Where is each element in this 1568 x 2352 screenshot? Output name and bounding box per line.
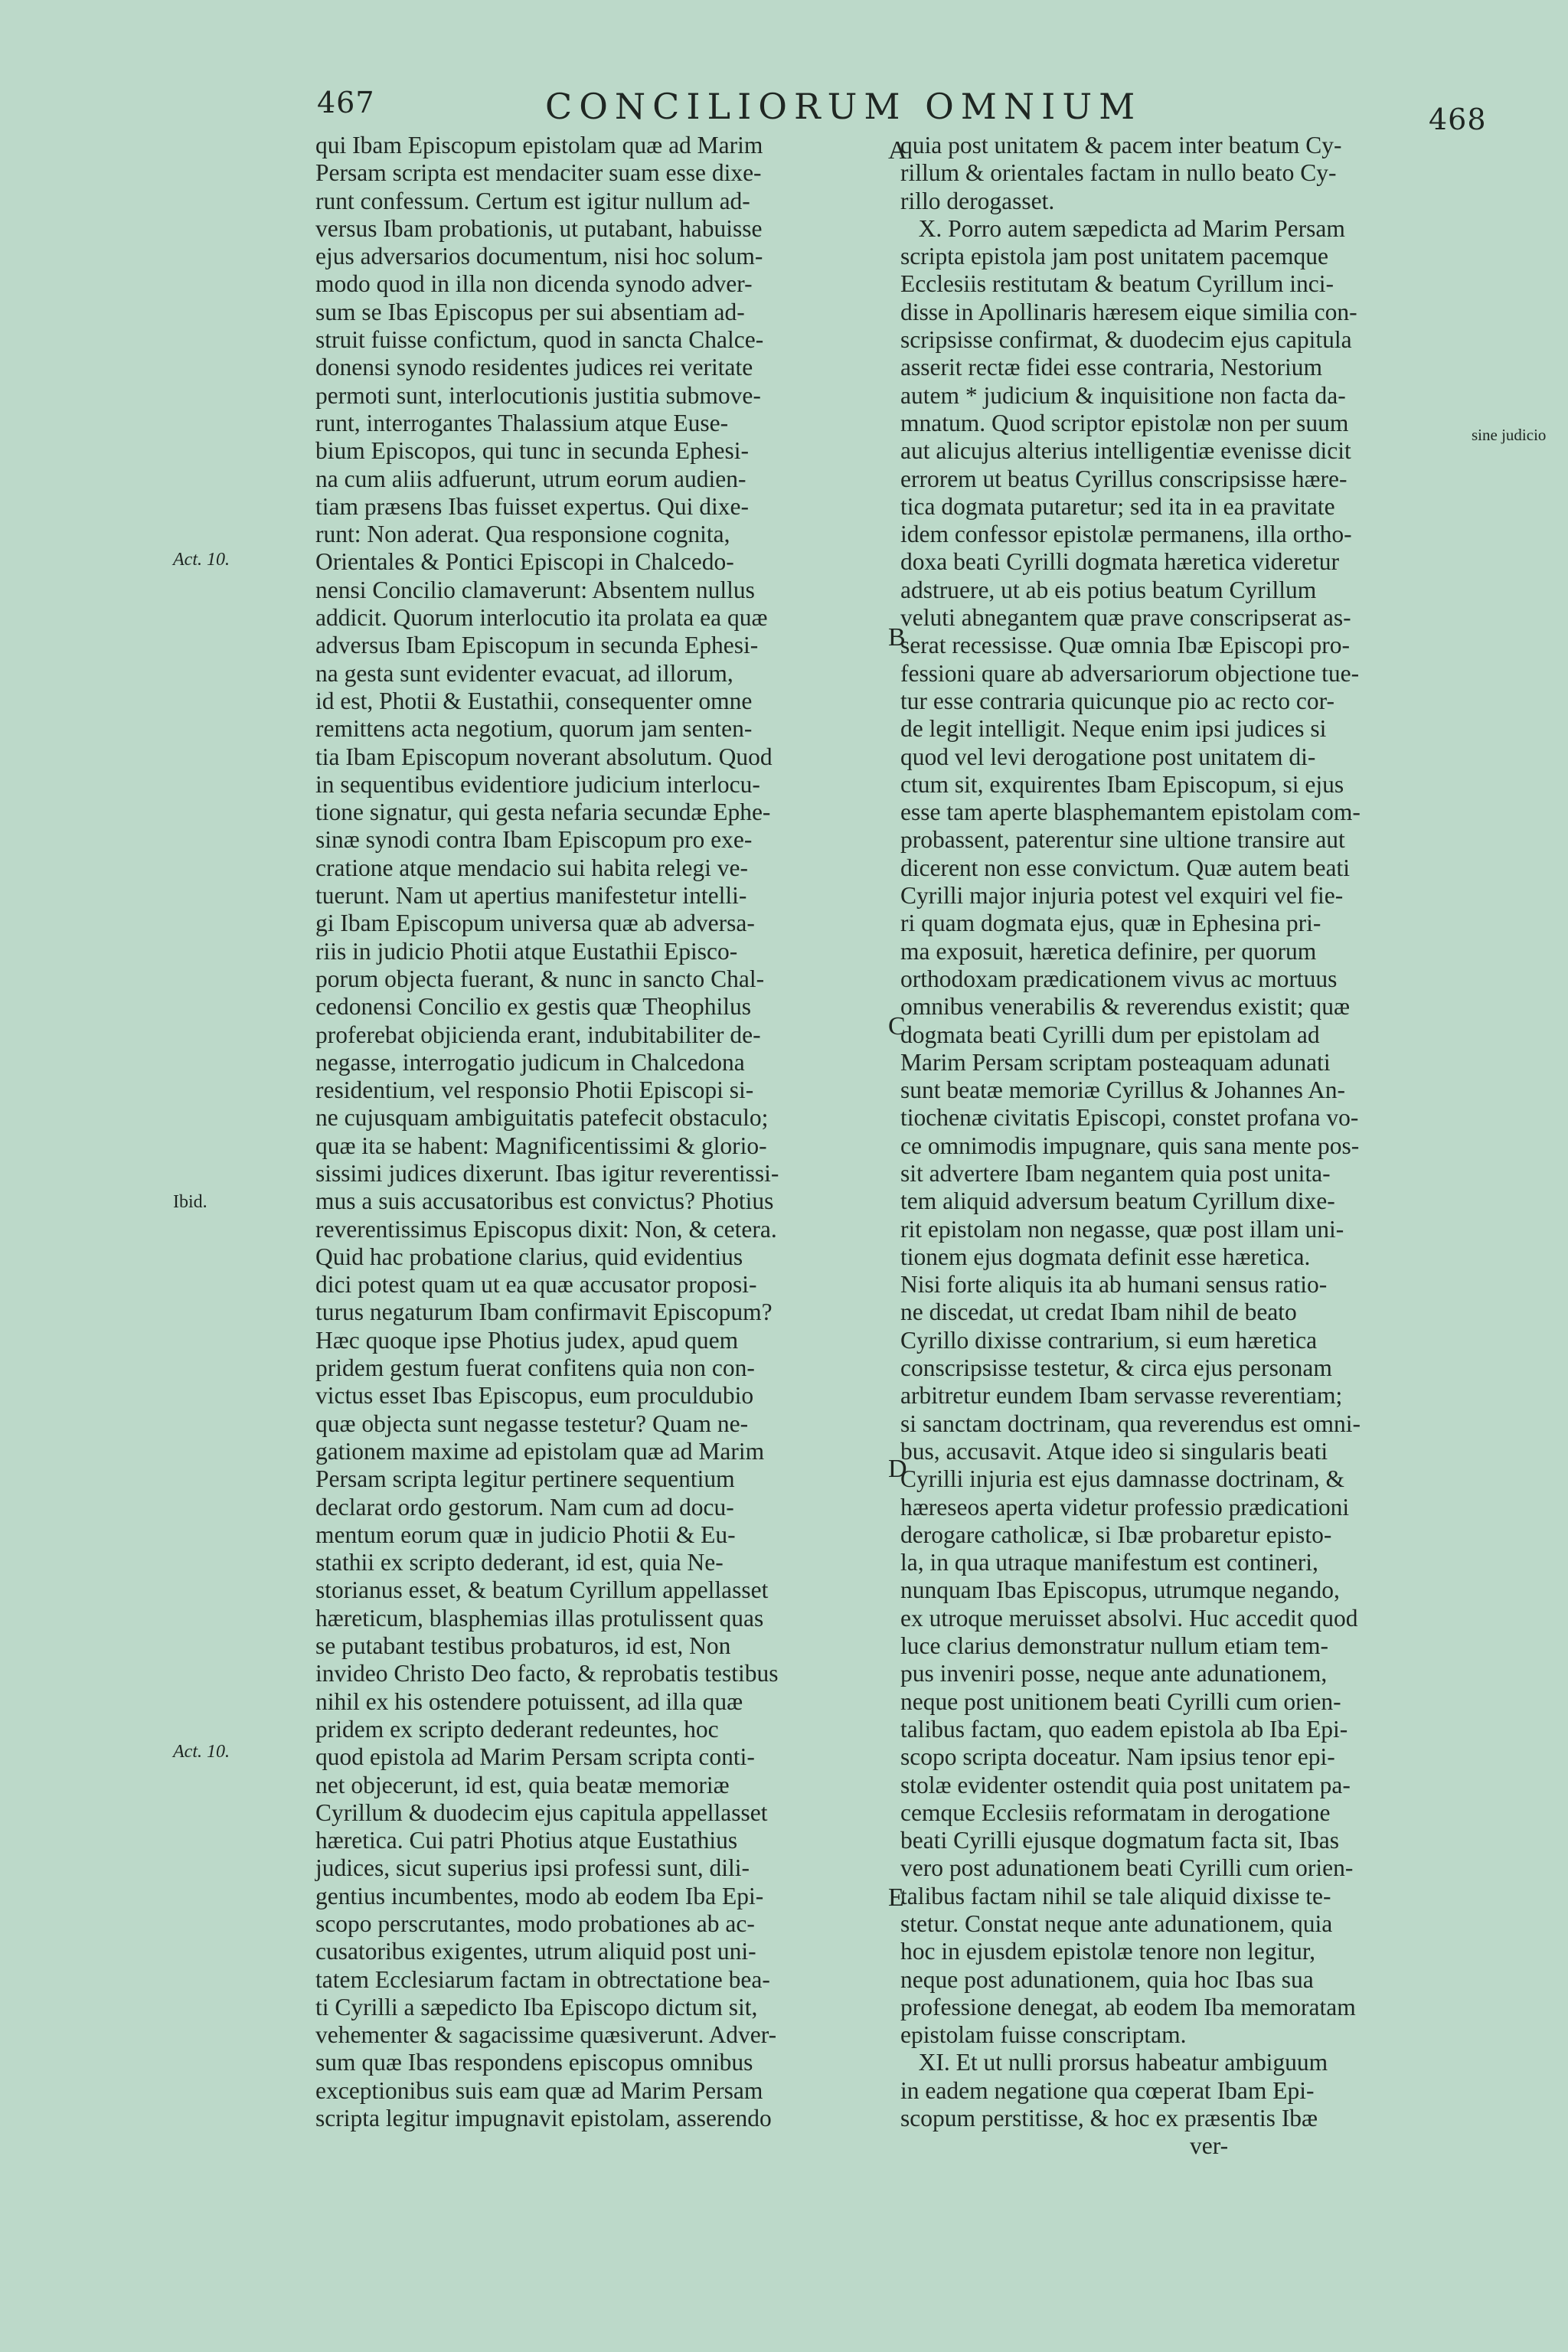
right-column-text-line: doxa beati Cyrilli dogmata hæretica videretur	[900, 548, 1339, 576]
right-column-text-line: luce clarius demonstratur nullum etiam tem-	[900, 1632, 1328, 1660]
left-text-column	[315, 132, 897, 2132]
left-column-text-line: sinæ synodi contra Ibam Episcopum pro exe-	[315, 826, 753, 854]
left-column-text-line: gi Ibam Episcopum universa quæ ab adversa-	[315, 910, 755, 937]
right-column-text-line: epistolam fuisse conscriptam.	[900, 2021, 1187, 2049]
right-column-text-line: stolæ evidenter ostendit quia post unitatem pa-	[900, 1771, 1351, 1798]
left-column-text-line: Orientales & Pontici Episcopi in Chalcedo-	[315, 548, 734, 576]
left-column-text-line: na cum aliis adfuerunt, utrum eorum audien-	[315, 465, 746, 492]
left-column-text-line: invideo Christo Deo facto, & reprobatis testibus	[315, 1660, 779, 1687]
right-column-text-line: cemque Ecclesiis reformatam in derogatione	[900, 1798, 1331, 1826]
right-column-text-line: X. Porro autem sæpedicta ad Marim Persam	[900, 214, 1345, 242]
left-column-text-line: ne cujusquam ambiguitatis patefecit obstaculo;	[315, 1104, 769, 1132]
right-column-text-line: conscripsisse testetur, & circa ejus personam	[900, 1354, 1332, 1382]
left-column-text-line: tia Ibam Episcopum noverant absolutum. Quod	[315, 743, 773, 770]
right-column-text-line: neque post unitionem beati Cyrilli cum orien-	[900, 1687, 1341, 1715]
right-column-text-line: tionem ejus dogmata definit esse hæretica.	[900, 1243, 1311, 1270]
left-column-text-line: tuerunt. Nam ut apertius manifestetur intelli-	[315, 882, 747, 910]
left-column-text-line: scripta legitur impugnavit epistolam, asserendo	[315, 2105, 772, 2132]
right-column-text-line: rillum & orientales factam in nullo beato Cy-	[900, 159, 1337, 187]
right-column-text-line: XI. Et ut nulli prorsus habeatur ambiguum	[900, 2049, 1328, 2076]
right-column-text-line: ce omnimodis impugnare, quis sana mente pos-	[900, 1132, 1360, 1159]
right-column-text-line: sunt beatæ memoriæ Cyrillus & Johannes An-	[900, 1076, 1345, 1104]
left-column-text-line: net objecerunt, id est, quia beatæ memoriæ	[315, 1771, 730, 1798]
left-column-text-line: sum se Ibas Episcopus per sui absentiam ad-	[315, 298, 745, 325]
page-number-right: 468	[1429, 103, 1487, 136]
right-column-text-line: beati Cyrilli ejusque dogmatum facta sit, Ibas	[900, 1827, 1339, 1854]
left-column-text-line: quæ ita se habent: Magnificentissimi & glorio-	[315, 1132, 767, 1159]
right-column-text-line: ex utroque meruisset absolvi. Huc accedit quod	[900, 1604, 1358, 1632]
left-column-text-line: dici potest quam ut ea quæ accusator proposi-	[315, 1271, 757, 1298]
left-column-text-line: quod epistola ad Marim Persam scripta conti-	[315, 1743, 755, 1771]
left-column-text-line: riis in judicio Photii atque Eustathii Episco-	[315, 937, 738, 965]
left-column-text-line: mentum eorum quæ in judicio Photii & Eu-	[315, 1521, 736, 1548]
right-column-text-line: autem * judicium & inquisitione non facta da-	[900, 381, 1346, 409]
right-column-text-line: Marim Persam scriptam posteaquam adunati	[900, 1048, 1331, 1076]
section-letter-a: A	[888, 136, 907, 165]
left-column-text-line: gationem maxime ad epistolam quæ ad Marim	[315, 1437, 765, 1465]
left-column-text-line: bium Episcopos, qui tunc in secunda Ephesi-	[315, 437, 750, 465]
left-column-text-line: cratione atque mendacio sui habita relegi ve-	[315, 854, 749, 881]
right-column-text-line: adstruere, ut ab eis potius beatum Cyrillum	[900, 576, 1317, 603]
left-column-text-line: gentius incumbentes, modo ab eodem Iba Epi-	[315, 1882, 764, 1909]
right-column-text-line: ctum sit, exquirentes Ibam Episcopum, si ejus	[900, 770, 1344, 798]
left-column-text-line: runt: Non aderat. Qua responsione cognita,	[315, 521, 730, 548]
left-column-text-line: turus negaturum Ibam confirmavit Episcopum?	[315, 1298, 773, 1326]
left-column-text-line: scopo perscrutantes, modo probationes ab ac-	[315, 1910, 755, 1937]
right-column-text-line: scripta epistola jam post unitatem pacemque	[900, 243, 1328, 270]
left-column-text-line: struit fuisse confictum, quod in sancta Chalce-	[315, 326, 764, 354]
left-column-text-line: sum quæ Ibas respondens episcopus omnibus	[315, 2049, 753, 2076]
right-column-text-line: stetur. Constat neque ante adunationem, quia	[900, 1910, 1333, 1937]
right-column-text-line: dogmata beati Cyrilli dum per epistolam ad	[900, 1021, 1320, 1048]
left-column-text-line: cusatoribus exigentes, utrum aliquid post uni-	[315, 1938, 756, 1965]
right-column-text-line: Nisi forte aliquis ita ab humani sensus ratio-	[900, 1271, 1328, 1298]
right-column-text-line: in eadem negatione qua cœperat Ibam Epi-	[900, 2076, 1315, 2104]
left-column-text-line: addicit. Quorum interlocutio ita prolata ea quæ	[315, 604, 768, 632]
right-column-text-line: esse tam aperte blasphemantem epistolam com-	[900, 799, 1361, 826]
left-column-text-line: ti Cyrilli a sæpedicto Iba Episcopo dictum sit,	[315, 1993, 758, 2020]
left-column-text-line: Cyrillum & duodecim ejus capitula appellasset	[315, 1798, 768, 1826]
right-column-text-line: nunquam Ibas Episcopus, utrumque negando,	[900, 1576, 1340, 1604]
right-column-text-line: Cyrilli major injuria potest vel exquiri vel fie-	[900, 882, 1344, 910]
section-letter-e: E	[888, 1883, 904, 1912]
right-column-text-line: tem aliquid adversum beatum Cyrillum dixe-	[900, 1187, 1335, 1215]
left-column-text-line: in sequentibus evidentiore judicium interlocu-	[315, 770, 760, 798]
left-column-text-line: tiam præsens Ibas fuisset expertus. Qui dixe-	[315, 492, 750, 520]
right-column-text-line: asserit rectæ fidei esse contraria, Nestorium	[900, 354, 1323, 381]
left-column-text-line: id est, Photii & Eustathii, consequenter omne	[315, 687, 753, 714]
left-column-text-line: mus a suis accusatoribus est convictus? Photius	[315, 1187, 774, 1215]
left-column-text-line: modo quod in illa non dicenda synodo adver-	[315, 270, 753, 298]
margin-note-act: Act. 10.	[173, 1742, 230, 1762]
right-column-text-line: tica dogmata putaretur; sed ita in ea pravitate	[900, 492, 1335, 520]
right-column-text-line: vero post adunationem beati Cyrilli cum orien-	[900, 1854, 1354, 1882]
section-letter-b: B	[888, 623, 906, 652]
right-column-text-line: ver-	[900, 2132, 1229, 2160]
left-column-text-line: ejus adversarios documentum, nisi hoc solum-	[315, 243, 763, 270]
right-column-text-line: quia post unitatem & pacem inter beatum Cy-	[900, 132, 1342, 158]
right-column-text-line: scopum perstitisse, & hoc ex præsentis Ibæ	[900, 2105, 1318, 2132]
right-column-text-line: quod vel levi derogatione post unitatem di-	[900, 743, 1316, 770]
right-column-text-line: errorem ut beatus Cyrillus conscripsisse hære-	[900, 465, 1348, 492]
right-column-text-line: dicerent non esse convictum. Quæ autem beati	[900, 854, 1350, 881]
left-column-text-line: Hæc quoque ipse Photius judex, apud quem	[315, 1326, 739, 1354]
left-column-text-line: Persam scripta est mendaciter suam esse dixe-	[315, 159, 762, 187]
right-column-text-line: talibus factam nihil se tale aliquid dixisse te-	[900, 1882, 1331, 1909]
left-column-text-line: vehementer & sagacissime quæsiverunt. Adver-	[315, 2021, 777, 2049]
left-column-text-line: hæretica. Cui patri Photius atque Eustathius	[315, 1827, 738, 1854]
right-column-text-line: idem confessor epistolæ permanens, illa ortho-	[900, 521, 1352, 548]
right-column-text-line: probassent, paterentur sine ultione transire aut	[900, 826, 1345, 854]
left-column-text-line: quæ objecta sunt negasse testetur? Quam ne-	[315, 1410, 749, 1437]
left-column-text-line: victus esset Ibas Episcopus, eum proculdubio	[315, 1382, 754, 1410]
right-column-text-line: sit advertere Ibam negantem quia post unita-	[900, 1159, 1331, 1187]
right-column-text-line: Ecclesiis restitutam & beatum Cyrillum inci-	[900, 270, 1334, 298]
right-column-text-line: Cyrillo dixisse contrarium, si eum hæretica	[900, 1326, 1318, 1354]
left-column-text-line: pridem gestum fuerat confitens quia non con-	[315, 1354, 755, 1382]
right-column-text-line: bus, accusavit. Atque ideo si singularis beati	[900, 1437, 1328, 1465]
left-column-text-line: runt confessum. Certum est igitur nullum ad-	[315, 187, 750, 214]
left-column-text-line: nihil ex his ostendere potuissent, ad illa quæ	[315, 1687, 743, 1715]
right-column-text-line: fessioni quare ab adversariorum objectione tue-	[900, 659, 1360, 687]
right-column-text-line: ne discedat, ut credat Ibam nihil de beato	[900, 1298, 1297, 1326]
right-column-text-line: ri quam dogmata ejus, quæ in Ephesina pri-	[900, 910, 1321, 937]
right-column-text-line: neque post adunationem, quia hoc Ibas sua	[900, 1965, 1314, 1993]
left-column-text-line: Quid hac probatione clarius, quid evidentius	[315, 1243, 743, 1270]
right-column-text-line: Cyrilli injuria est ejus damnasse doctrinam, &	[900, 1465, 1345, 1493]
left-column-text-line: exceptionibus suis eam quæ ad Marim Persam	[315, 2076, 763, 2104]
right-column-text-line: scopo scripta doceatur. Nam ipsius tenor epi-	[900, 1743, 1335, 1771]
left-column-text-line: cedonensi Concilio ex gestis quæ Theophilus	[315, 993, 751, 1021]
left-column-text-line: nensi Concilio clamaverunt: Absentem nullus	[315, 576, 755, 603]
right-column-text-line: si sanctam doctrinam, qua reverendus est omni-	[900, 1410, 1361, 1437]
left-column-text-line: declarat ordo gestorum. Nam cum ad docu-	[315, 1493, 734, 1521]
section-letter-d: D	[888, 1455, 907, 1483]
left-column-text-line: tione signatur, qui gesta nefaria secundæ Ephe-	[315, 799, 771, 826]
left-column-text-line: donensi synodo residentes judices rei veritate	[315, 354, 753, 381]
margin-note-act: Act. 10.	[173, 550, 230, 570]
left-column-text-line: pridem ex scripto dederant redeuntes, hoc	[315, 1715, 719, 1743]
left-column-text-line: se putabant testibus probaturos, id est, Non	[315, 1632, 731, 1660]
left-column-text-line: stathii ex scripto dederant, id est, quia Ne-	[315, 1549, 724, 1576]
page-number-left: 467	[317, 86, 375, 119]
right-column-text-line: hoc in ejusdem epistolæ tenore non legitur,	[900, 1938, 1316, 1965]
left-column-text-line: tatem Ecclesiarum factam in obtrectatione bea-	[315, 1965, 770, 1993]
right-column-text-line: scripsisse confirmat, & duodecim ejus capitula	[900, 326, 1352, 354]
right-column-text-line: derogare catholicæ, si Ibæ probaretur episto-	[900, 1521, 1332, 1548]
left-column-text-line: qui Ibam Episcopum epistolam quæ ad Marim	[315, 132, 763, 158]
running-title: CONCILIORUM OMNIUM	[545, 86, 1142, 127]
right-column-text-line: arbitretur eundem Ibam servasse reverentiam;	[900, 1382, 1343, 1410]
right-column-text-line: talibus factam, quo eadem epistola ab Iba Epi-	[900, 1715, 1348, 1743]
right-column-text-line: professione denegat, ab eodem Iba memoratam	[900, 1993, 1356, 2020]
left-column-text-line: hæreticum, blasphemias illas protulissent quas	[315, 1604, 764, 1632]
right-column-text-line: aut alicujus alterius intelligentiæ evenisse dicit	[900, 437, 1351, 465]
right-column-text-line: disse in Apollinaris hæresem eique similia con-	[900, 298, 1357, 325]
right-column-text-line: veluti abnegantem quæ prave conscripserat as-	[900, 604, 1351, 632]
left-column-text-line: adversus Ibam Episcopum in secunda Ephesi-	[315, 632, 759, 659]
left-column-text-line: proferebat objicienda erant, indubitabiliter de-	[315, 1021, 761, 1048]
section-letter-c: C	[888, 1012, 906, 1040]
right-column-text-line: pus inveniri posse, neque ante adunationem,	[900, 1660, 1328, 1687]
left-column-text-line: residentium, vel responsio Photii Episcopi si-	[315, 1076, 754, 1104]
right-text-column	[900, 132, 1482, 2161]
margin-note-ibid: Ibid.	[173, 1192, 207, 1212]
left-column-text-line: na gesta sunt evidenter evacuat, ad illorum,	[315, 659, 733, 687]
right-column-text-line: la, in qua utraque manifestum est contineri,	[900, 1549, 1318, 1576]
right-column-text-line: rit epistolam non negasse, quæ post illam uni-	[900, 1215, 1344, 1243]
margin-note-sine-judicio: sine judicio	[1472, 426, 1547, 444]
right-column-text-line: hæreseos aperta videtur professio prædicationi	[900, 1493, 1350, 1521]
left-column-text-line: judices, sicut superius ipsi professi sunt, dili-	[315, 1854, 750, 1882]
right-column-text-line: tur esse contraria quicunque pio ac recto cor-	[900, 687, 1334, 714]
left-column-text-line: Persam scripta legitur pertinere sequentium	[315, 1465, 735, 1493]
left-column-text-line: versus Ibam probationis, ut putabant, habuisse	[315, 214, 763, 242]
left-column-text-line: negasse, interrogatio judicum in Chalcedona	[315, 1048, 745, 1076]
right-column-text-line: serat recessisse. Quæ omnia Ibæ Episcopi pro-	[900, 632, 1350, 659]
right-column-text-line: omnibus venerabilis & reverendus existit; quæ	[900, 993, 1351, 1021]
left-column-text-line: reverentissimus Episcopus dixit: Non, & cetera.	[315, 1215, 777, 1243]
left-column-text-line: porum objecta fuerant, & nunc in sancto Chal-	[315, 965, 765, 992]
left-column-text-line: remittens acta negotium, quorum jam senten-	[315, 715, 753, 743]
left-column-text-line: runt, interrogantes Thalassium atque Euse-	[315, 409, 729, 436]
left-column-text-line: storianus esset, & beatum Cyrillum appellasset	[315, 1576, 769, 1604]
left-column-text-line: sissimi judices dixerunt. Ibas igitur reverentissi-	[315, 1159, 779, 1187]
right-column-text-line: rillo derogasset.	[900, 187, 1055, 214]
right-column-text-line: orthodoxam prædicationem vivus ac mortuus	[900, 965, 1338, 992]
right-column-text-line: ma exposuit, hæretica definire, per quorum	[900, 937, 1317, 965]
right-column-text-line: de legit intelligit. Neque enim ipsi judices si	[900, 715, 1327, 743]
right-column-text-line: mnatum. Quod scriptor epistolæ non per suum	[900, 409, 1349, 436]
left-column-text-line: permoti sunt, interlocutionis justitia submove-	[315, 381, 761, 409]
right-column-text-line: tiochenæ civitatis Episcopi, constet profana vo-	[900, 1104, 1359, 1132]
